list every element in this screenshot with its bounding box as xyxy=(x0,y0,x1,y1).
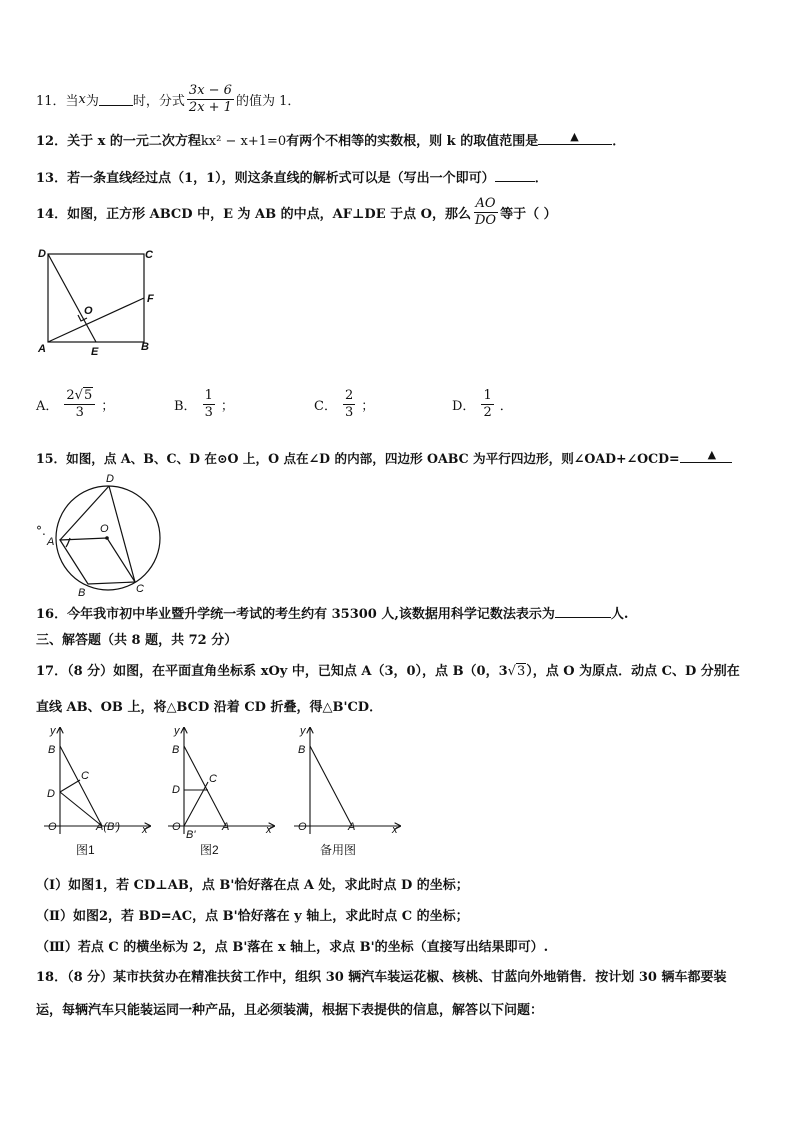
q14-option-d-fraction xyxy=(481,388,493,421)
q17-fig1-label-A: A(B') xyxy=(96,821,121,833)
q14-option-b[interactable] xyxy=(174,388,234,421)
question-12 xyxy=(36,130,625,149)
q17-fig2-label-B: B xyxy=(172,744,180,756)
q11-post: 时，分式 xyxy=(132,94,185,109)
q14-option-b-sep: ； xyxy=(220,399,234,414)
q14-option-d-label: D． xyxy=(452,399,476,414)
q13-text: 13．若一条直线经过点（1，1），则这条直线的解析式可以是（写出一个即可） xyxy=(36,171,495,186)
q17-spare-label-x: x xyxy=(392,824,398,836)
q11-tail: 的值为 1． xyxy=(235,94,301,109)
q14-label-E: E xyxy=(91,346,99,358)
question-18-line-2: 运，每辆汽车只能装运同一种产品，且必须装满，根据下表提供的信息，解答以下问题： xyxy=(36,1003,544,1018)
q17-fig1-label-C: C xyxy=(81,770,89,782)
question-14 xyxy=(36,196,557,229)
q12-prefix: 12．关于 x 的一元二次方程 xyxy=(36,134,201,149)
q16-tail: 人. xyxy=(610,607,629,622)
question-13 xyxy=(36,167,548,186)
q14-denominator: DO xyxy=(475,213,497,228)
q11-fraction xyxy=(187,83,234,116)
q14-tail: 等于（ ） xyxy=(500,207,557,222)
q14-text: 14．如图，正方形 ABCD 中，E 为 AB 的中点，AF⊥DE 于点 O，那么 xyxy=(36,207,471,222)
q17-fig2-label-D: D xyxy=(172,784,180,796)
q14-option-c-label: C． xyxy=(314,399,337,414)
question-18-line-1: 18．（8 分）某市扶贫办在精准扶贫工作中，组织 30 辆汽车装运花椒、核桃、甘蓝向外地销售．按计划 30 辆车都要装 xyxy=(36,970,727,985)
q14-option-d-sep: ． xyxy=(499,399,513,414)
q15-triangle-marker: ▲ xyxy=(707,448,717,461)
q15-label-D: D xyxy=(106,473,114,485)
q14-option-c-num: 2 xyxy=(344,388,354,403)
q17-part-3: （Ⅲ）若点 C 的横坐标为 2，点 B'落在 x 轴上，求点 B'的坐标（直接写出结果即可）. xyxy=(36,940,549,955)
q17-fig2-label-A: A xyxy=(222,821,230,833)
q17-fig1-label-x: x xyxy=(142,824,148,836)
q15-text: 15．如图，点 A、B、C、D 在⊙O 上，O 点在∠D 的内部，四边形 OABC 为平行四边形，则∠OAD+∠OCD= xyxy=(36,451,680,466)
q14-option-c[interactable] xyxy=(314,388,374,421)
q17-spare-label-B: B xyxy=(298,744,306,756)
q17-fig2-label-O: O xyxy=(172,821,181,833)
q17-part-2: （Ⅱ）如图2，若 BD=AC，点 B'恰好落在 y 轴上，求此时点 C 的坐标； xyxy=(36,909,469,924)
q17-spare-label-y: y xyxy=(300,725,306,737)
q17-fig1-label-D: D xyxy=(47,788,55,800)
q12-answer-blank[interactable] xyxy=(538,132,612,145)
q14-label-O: O xyxy=(84,305,93,317)
q11-answer-blank[interactable] xyxy=(99,93,133,106)
q14-option-b-num: 1 xyxy=(204,388,213,403)
q14-option-c-fraction xyxy=(343,388,355,421)
q14-option-c-den: 3 xyxy=(344,405,354,420)
q15-degree-tail: °. xyxy=(36,524,46,538)
q14-option-a-label: A． xyxy=(36,399,59,414)
question-15 xyxy=(36,448,732,467)
q15-answer-blank[interactable] xyxy=(680,450,732,463)
q14-option-a-sep: ； xyxy=(101,399,115,414)
q14-option-a-radicand: 5 xyxy=(83,388,93,403)
q14-square-figure xyxy=(34,244,164,360)
q11-mid: 为 xyxy=(85,94,99,109)
q17-line1b: ），点 O 为原点．动点 C、D 分别在 xyxy=(526,664,740,679)
q14-numerator: AO xyxy=(475,196,496,211)
question-17-line-2: 直线 AB、OB 上，将△BCD 沿着 CD 折叠，得△B'CD． xyxy=(36,700,383,715)
q17-fig2-label-C: C xyxy=(209,773,217,785)
q17-spare-label-A: A xyxy=(348,821,356,833)
q17-fig1-label-y: y xyxy=(50,725,56,737)
q17-fig2-label-Bprime: B' xyxy=(186,829,196,841)
q17-fig2-label-y: y xyxy=(174,725,180,737)
q15-label-O: O xyxy=(100,523,109,535)
q12-post: 有两个不相等的实数根，则 k 的取值范围是 xyxy=(286,134,539,149)
q15-label-C: C xyxy=(136,583,144,595)
q17-spare-label-O: O xyxy=(298,821,307,833)
question-11 xyxy=(36,83,300,116)
q17-spare-figure xyxy=(288,720,408,860)
q14-option-a-coef: 2 xyxy=(66,388,75,403)
q14-label-B: B xyxy=(141,341,149,353)
q14-label-D: D xyxy=(38,248,46,260)
q17-fig1-caption: 图1 xyxy=(76,843,95,857)
q17-fig1-label-B: B xyxy=(48,744,56,756)
q14-label-A: A xyxy=(38,343,46,355)
q17-spare-caption: 备用图 xyxy=(320,843,357,857)
q17-radicand: 3 xyxy=(516,664,526,679)
q14-option-d-num: 1 xyxy=(483,388,492,403)
q16-text: 16．今年我市初中毕业暨升学统一考试的考生约有 35300 人,该数据用科学记数法表示为 xyxy=(36,607,555,622)
q14-option-a[interactable] xyxy=(36,388,114,421)
q14-fraction xyxy=(473,196,498,229)
q11-denominator: 2x + 1 xyxy=(188,100,232,115)
q17-fig1-label-O: O xyxy=(48,821,57,833)
q14-option-b-label: B． xyxy=(174,399,197,414)
q12-tail: ． xyxy=(612,134,626,149)
q14-option-d[interactable] xyxy=(452,388,513,421)
section-3-heading: 三、解答题（共 8 题，共 72 分） xyxy=(36,633,238,648)
q15-circle-figure xyxy=(40,468,170,600)
q17-fig2-label-x: x xyxy=(266,824,272,836)
q14-option-a-fraction: $\frac{2√5}{3}$ xyxy=(64,388,95,421)
q17-part-1: （Ⅰ）如图1，若 CD⊥AB，点 B'恰好落在点 A 处，求此时点 D 的坐标； xyxy=(36,878,469,893)
q11-numerator: 3x − 6 xyxy=(188,83,232,98)
q15-label-B: B xyxy=(78,587,86,599)
q14-label-F: F xyxy=(147,293,154,305)
q13-answer-blank[interactable] xyxy=(495,169,535,182)
q12-equation: kx² − x+1=0 xyxy=(200,134,287,149)
q12-triangle-marker: ▲ xyxy=(570,130,579,143)
q14-option-c-sep: ； xyxy=(361,399,375,414)
q14-option-d-den: 2 xyxy=(483,405,492,420)
q17-figure-1 xyxy=(38,720,158,860)
q15-label-A: A xyxy=(47,536,55,548)
question-16 xyxy=(36,603,628,622)
q14-option-a-den: 3 xyxy=(75,405,84,420)
q14-option-b-den: 3 xyxy=(204,405,213,420)
q16-answer-blank[interactable] xyxy=(555,605,611,618)
q11-variable: x xyxy=(78,92,86,107)
q17-line1a: 17．（8 分）如图，在平面直角坐标系 xOy 中，已知点 A（3，0），点 B（0，3 xyxy=(36,664,508,679)
q11-prefix: 11．当 xyxy=(36,94,79,109)
question-17-line-1: 17．（8 分）如图，在平面直角坐标系 xOy 中，已知点 A（3，0），点 B（0，3√3），点 O 为原点．动点 C、D 分别在 xyxy=(36,664,740,679)
q13-tail: ． xyxy=(534,171,548,186)
q14-option-b-fraction xyxy=(203,388,215,421)
q17-figure-2 xyxy=(162,720,282,860)
q17-fig2-caption: 图2 xyxy=(200,843,219,857)
q14-label-C: C xyxy=(145,249,153,261)
